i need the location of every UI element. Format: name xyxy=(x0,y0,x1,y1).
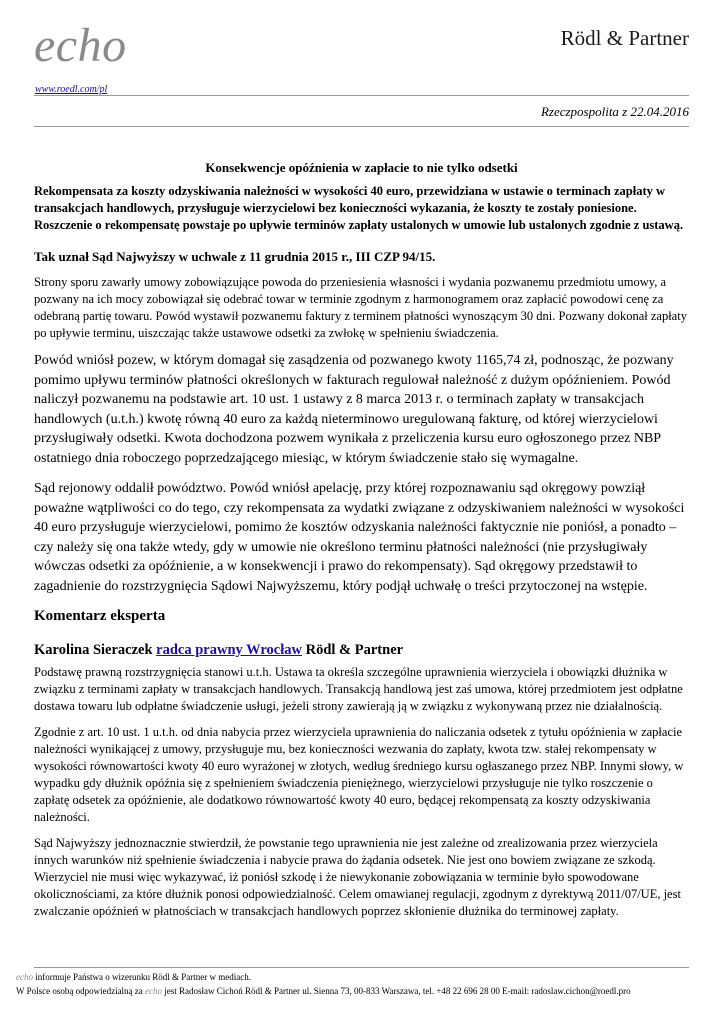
source-date: Rzeczpospolita z 22.04.2016 xyxy=(540,104,689,119)
footer-line-2 xyxy=(16,984,705,998)
author-title-link[interactable]: radca prawny Wrocław xyxy=(156,642,302,658)
commentary-author xyxy=(34,641,689,660)
commentary-paragraph: Zgodnie z art. 10 ust. 1 u.t.h. od dnia nabycia przez wierzyciela uprawnienia do naliczania odsetek z tytułu opóźnienia w zapłacie należności wynikającej z umowy, przysługuje mu, bez konieczności wezwania do zapłaty, kwota tzw. stałej rekompensaty w wysokości równowartości kwoty 40 euro wyrażonej w złotych, według średniego kursu ogłaszanego przez NBP. Innymi słowy, w wypadku gdy dłużnik opóźnia się z spełnieniem świadczenia pieniężnego, wierzycielowi przysługuje nie tylko roszczenie o zapłatę odsetek za opóźnienie, ale dodatkowo równowartość kwoty 40 euro, będącej rekompensatą za koszty odzyskiwania należności. xyxy=(34,725,684,824)
author-firm: Rödl & Partner xyxy=(305,642,404,658)
article-paragraph: Sąd rejonowy oddalił powództwo. Powód wniósł apelację, przy której rozpoznawaniu sąd okręgowy powziął poważne wątpliwości co do tego, czy rekompensata za wydatki związane z odzyskiwaniem należności w wysokości 40 euro przysługuje wierzycielowi, pomimo że kosztów odzyskania należności faktycznie nie poniósł, a ponadto – czy należy się ona także wtedy, gdy w umowie nie określono terminu płatności należności (nie przysługiwały wówczas odsetki za opóźnienie, a w konsekwencji i prawo do rekompensaty). Sąd okręgowy przedstawił to zagadnienie do rozstrzygnięcia Sądowi Najwyższemu, który podjął uchwałę o treści przytoczonej na wstępie. xyxy=(34,481,685,594)
footer-contact-start: W Polsce osobą odpowiedzialną za xyxy=(16,986,143,996)
article-paragraph: Strony sporu zawarły umowy zobowiązujące powoda do przeniesienia własności i wydania pozwanemu przedmiotu umowy, a pozwany na ich mocy zobowiązał się odebrać towar w terminie zgodnym z harmonogramem oraz zapłacić powodowi cenę za odebraną partię towaru. Powód wystawił pozwanemu faktury z terminem płatności wynoszącym 30 dni. Pozwany dokonał zapłaty po upływie terminu, uiszczając także ustawowe odsetki za zwłokę w spełnieniu świadczenia. xyxy=(34,275,687,340)
roedl-website-link[interactable]: www.roedl.com/pl xyxy=(35,84,108,95)
footer xyxy=(16,970,705,998)
footer-divider xyxy=(34,967,689,968)
article-body xyxy=(34,160,689,929)
footer-info: informuje Państwa o wizerunku Rödl & Partner w mediach. xyxy=(35,972,251,982)
brand-name: Rödl & Partner xyxy=(560,26,689,50)
echo-logo: echo xyxy=(34,19,127,72)
header-divider-lower xyxy=(34,126,689,127)
article-lead: Rekompensata za koszty odzyskiwania należności w wysokości 40 euro, przewidziana w ustawie o terminach zapłaty w transakcjach handlowych, przysługuje wierzycielowi bez konieczności wykazania, że koszty te zostały poniesione. Roszczenie o rekompensatę powstaje po upływie terminów zapłaty ustalonych w umowie lub ustalonych zgodnie z ustawą. xyxy=(34,184,684,232)
header-divider xyxy=(34,95,689,96)
author-name: Karolina Sieraczek xyxy=(34,642,153,658)
article-paragraph: Powód wniósł pozew, w którym domagał się zasądzenia od pozwanego kwoty 1165,74 zł, podnosząc, że pozwany pomimo upływu terminów płatności określonych w fakturach regulował należność z dużym opóźnieniem. Powód naliczył pozwanemu na podstawie art. 10 ust. 1 ustawy z 8 marca 2013 r. o terminach zapłaty w transakcjach handlowych (u.t.h.) kwotę równą 40 euro za każdą nieterminowo uregulowaną fakturę, od której wierzycielowi przysługiwały odsetki. Kwota dochodzona pozwem wynikała z przeliczenia kursu euro ogłoszonego przez NBP ostatniego dnia roboczego poprzedzającego miesiąc, w którym świadczenie stało się wymagalne. xyxy=(34,353,674,466)
commentary-paragraph: Podstawę prawną rozstrzygnięcia stanowi u.t.h. Ustawa ta określa szczególne uprawnienia wierzyciela i obowiązki dłużnika w związku z terminami zapłaty w transakcjach handlowych. Transakcją handlową jest zaś umowa, której przedmiotem jest odpłatne dostawa towaru lub odpłatne świadczenie usługi, jeżeli strony zawierają ją w związku z wykonywaną przez nie działalnością. xyxy=(34,665,683,713)
footer-contact: jest Radosław Cichoń Rödl & Partner ul. Sienna 73, 00-833 Warszawa, tel. +48 22 696 28 00 E-mail: radoslaw.cichon@roedl.pro xyxy=(164,986,631,996)
court-ruling: Tak uznał Sąd Najwyższy w uchwale z 11 grudnia 2015 r., III CZP 94/15. xyxy=(34,249,436,264)
commentary-paragraph: Sąd Najwyższy jednoznacznie stwierdził, że powstanie tego uprawnienia nie jest zależne od zrealizowania przez wierzyciela innych warunków niż spełnienie świadczenia i nabycie prawa do żądania odsetek. Nie jest ono bowiem związane ze szkodą. Wierzyciel nie musi więc wykazywać, iż poniósł szkodę i że niewykonanie zobowiązania w terminie było spowodowane okolicznościami, za które dłużnik ponosi odpowiedzialność. Celem omawianej regulacji, zgodnym z dyrektywą 2011/07/UE, jest zwalczanie opóźnień w płatnościach w transakcjach handlowych poprzez skłonienie dłużnika do terminowej zapłaty. xyxy=(34,836,681,918)
footer-echo-logo: echo xyxy=(16,972,33,982)
footer-line-1 xyxy=(16,970,705,984)
commentary-heading: Komentarz eksperta xyxy=(34,608,166,624)
article-title: Konsekwencje opóźnienia w zapłacie to nie tylko odsetki xyxy=(205,160,518,175)
footer-echo-logo-inline: echo xyxy=(145,986,163,996)
